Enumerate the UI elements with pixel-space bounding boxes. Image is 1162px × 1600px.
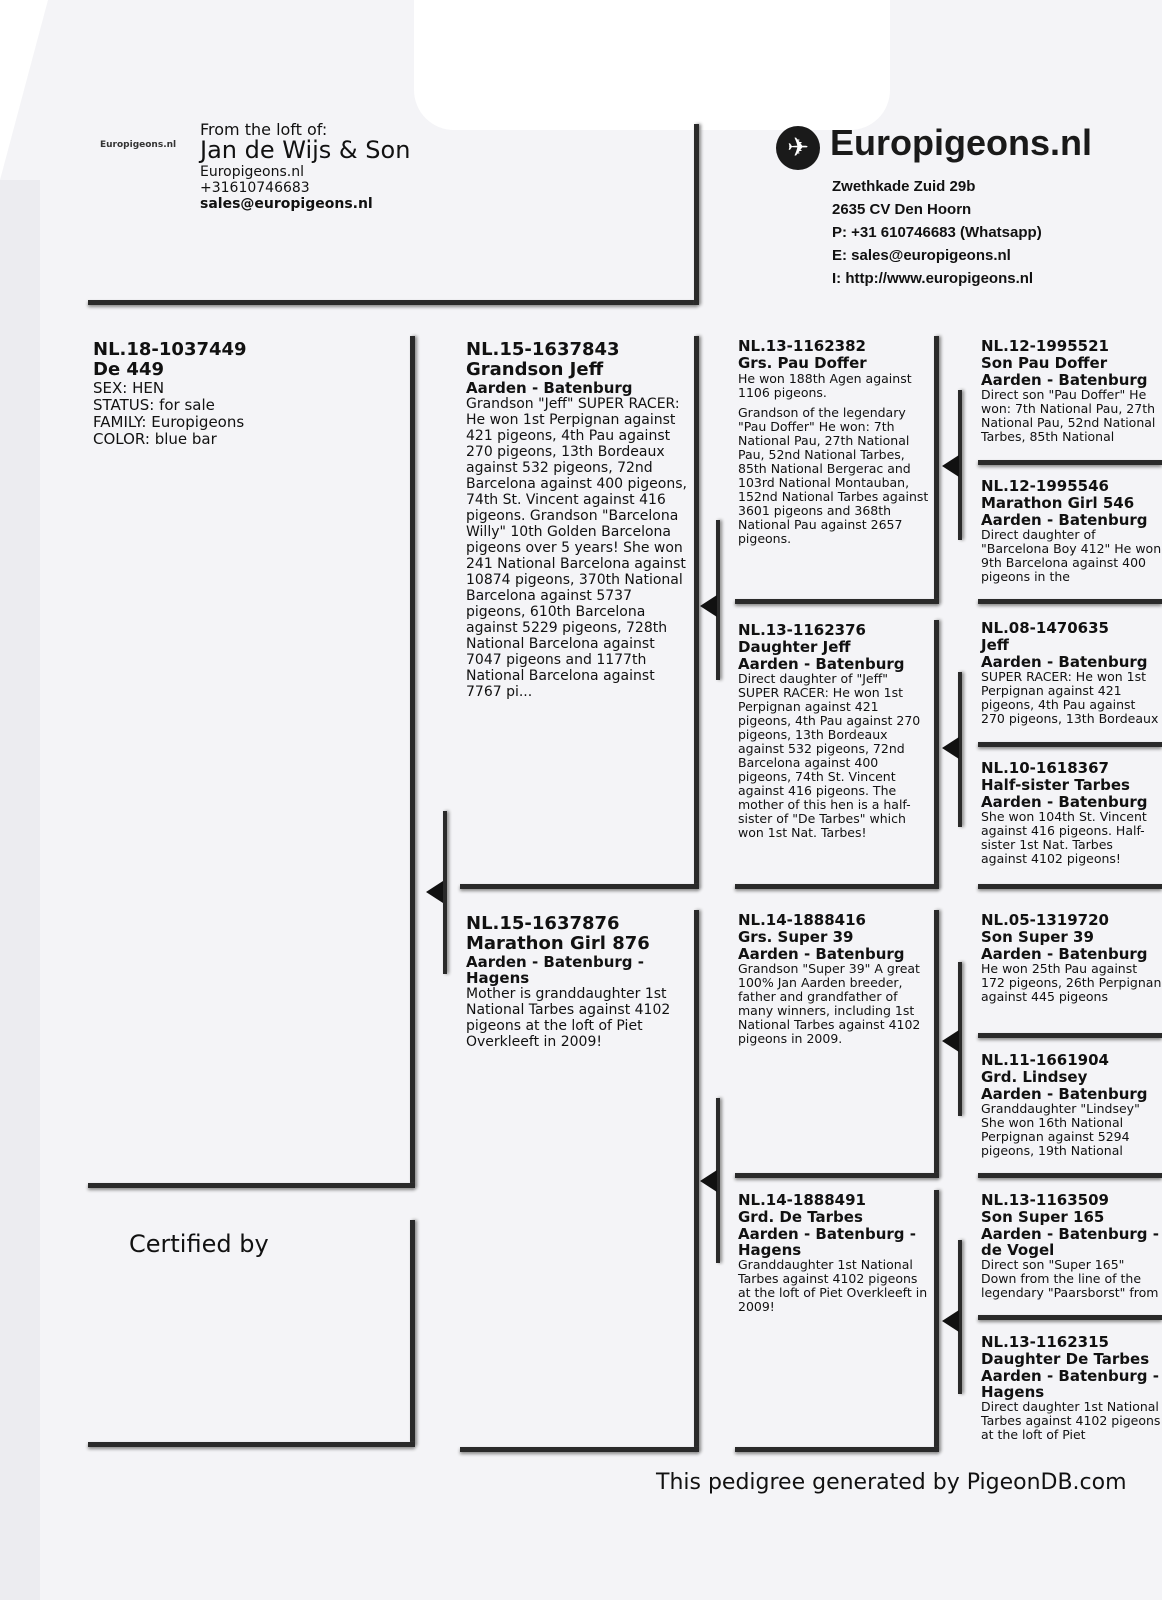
address-line-1: Zwethkade Zuid 29b: [832, 178, 976, 195]
pedigree-name: Grandson Jeff: [466, 359, 604, 380]
parent-box-bottom: [460, 1447, 699, 1452]
connector-arrow: [942, 737, 959, 759]
subject-ring: NL.18-1037449: [93, 339, 247, 360]
great-grandparent-card: [981, 1052, 1162, 1158]
pedigree-breeder: Aarden - Batenburg - Hagens: [981, 1367, 1159, 1401]
pedigree-description: Direct son "Super 165" Down from the line of the legendary "Paarsborst" from: [981, 1257, 1159, 1300]
parent-box-side: [694, 910, 699, 1452]
pedigree-breeder: Aarden - Batenburg: [738, 655, 905, 673]
pedigree-description: He won 188th Agen against 1106 pigeons.: [738, 371, 912, 400]
parent-card-dam: [466, 914, 688, 1050]
pedigree-ring: NL.15-1637843: [466, 339, 620, 360]
great-grandparent-card: [981, 1192, 1162, 1300]
great-grandparent-card: [981, 620, 1162, 726]
pedigree-ring: NL.12-1995521: [981, 337, 1109, 355]
pedigree-ring: NL.12-1995546: [981, 477, 1109, 495]
loft-phone: +31610746683: [200, 180, 310, 196]
pedigree-ring: NL.13-1162315: [981, 1333, 1109, 1351]
parent-box-bottom: [460, 884, 699, 889]
pedigree-name: Half-sister Tarbes: [981, 776, 1130, 794]
small-logo: Europigeons.nl: [100, 140, 177, 150]
connector-arrow: [942, 1030, 959, 1052]
pedigree-breeder: Aarden - Batenburg: [981, 1085, 1148, 1103]
certified-label: Certified by: [129, 1230, 269, 1258]
pedigree-description: Mother is granddaughter 1st National Tarbes against 4102 pigeons at the loft of Piet Overkleeft in 2009!: [466, 986, 671, 1050]
pedigree-name: Jeff: [981, 636, 1009, 654]
great-grandparent-card: [981, 912, 1162, 1004]
subject-status: STATUS: for sale: [93, 396, 215, 414]
great-grandparent-card: [981, 760, 1162, 866]
pedigree-description: SUPER RACER: He won 1st Perpignan against 421 pigeons, 4th Pau against 270 pigeons, 13th Bordeaux: [981, 669, 1159, 726]
pedigree-name: Marathon Girl 546: [981, 494, 1135, 512]
connector-arrow: [700, 595, 717, 617]
subject-sex: SEX: HEN: [93, 379, 165, 397]
pedigree-description: He won 25th Pau against 172 pigeons, 26th Perpignan against 445 pigeons: [981, 961, 1162, 1004]
pedigree-name: Grd. Lindsey: [981, 1068, 1088, 1086]
subject-color: COLOR: blue bar: [93, 430, 217, 448]
great-grandparent-card: [981, 478, 1162, 584]
pedigree-ring: NL.11-1661904: [981, 1051, 1109, 1069]
pedigree-name: Grs. Super 39: [738, 928, 854, 946]
great-grandparent-box-bottom: [978, 599, 1162, 604]
pedigree-ring: NL.13-1162376: [738, 621, 866, 639]
paper-edge: [0, 180, 40, 1600]
pedigree-ring: NL.15-1637876: [466, 913, 620, 934]
grandparent-card: [738, 622, 930, 840]
header-box-side: [694, 124, 699, 305]
header-box-bottom: [88, 300, 698, 305]
address-line-2: 2635 CV Den Hoorn: [832, 201, 972, 218]
certified-box-side: [410, 1220, 415, 1446]
grandparent-box-bottom: [735, 1173, 939, 1178]
grandparent-card: [738, 1192, 930, 1314]
pedigree-breeder: Aarden - Batenburg: [466, 379, 633, 397]
connector-arrow: [942, 455, 959, 477]
subject-card: [93, 340, 393, 448]
pedigree-breeder: Aarden - Batenburg - de Vogel: [981, 1225, 1159, 1259]
pedigree-ring: NL.14-1888416: [738, 911, 866, 929]
paper-fold: [0, 0, 48, 180]
pedigree-description-extra: Grandson of the legendary "Pau Doffer" He won: 7th National Pau, 27th National Pau, 52nd National Tarbes, 85th National Bergerac and 103rd National Montauban, 152nd National Tarbes against 3601 pigeons and 368th National Pau against 2657 pigeons.: [738, 405, 929, 546]
pedigree-description: Granddaughter "Lindsey" She won 16th National Perpignan against 5294 pigeons, 19th National: [981, 1101, 1140, 1158]
pedigree-name: Grs. Pau Doffer: [738, 354, 867, 372]
contact-email: E: sales@europigeons.nl: [832, 247, 1011, 264]
pedigree-description: Direct daughter 1st National Tarbes against 4102 pigeons at the loft of Piet: [981, 1399, 1161, 1442]
connector-line: [443, 811, 447, 974]
pedigree-description: Direct daughter of "Barcelona Boy 412" He won 9th Barcelona against 400 pigeons in the: [981, 527, 1162, 584]
from-label: From the loft of:: [200, 120, 328, 139]
brand-logo-icon: ✈: [776, 126, 820, 170]
pedigree-breeder: Aarden - Batenburg - Hagens: [466, 953, 644, 987]
pedigree-description: Direct son "Pau Doffer" He won: 7th National Pau, 27th National Pau, 52nd National Tarbes, 85th National: [981, 387, 1156, 444]
great-grandparent-card: [981, 338, 1162, 444]
parent-card-sire: [466, 340, 688, 700]
great-grandparent-box-bottom: [978, 1173, 1162, 1178]
subject-family: FAMILY: Europigeons: [93, 413, 245, 431]
redacted-area: [414, 0, 890, 130]
great-grandparent-box-bottom: [978, 1033, 1162, 1038]
pedigree-breeder: Aarden - Batenburg: [981, 793, 1148, 811]
pedigree-name: Son Super 165: [981, 1208, 1105, 1226]
contact-web: I: http://www.europigeons.nl: [832, 270, 1034, 287]
loft-name: Jan de Wijs & Son: [200, 136, 411, 164]
pedigree-ring: NL.13-1163509: [981, 1191, 1109, 1209]
pedigree-name: Son Pau Doffer: [981, 354, 1108, 372]
great-grandparent-card: [981, 1334, 1162, 1442]
grandparent-box-side: [934, 620, 939, 889]
pedigree-breeder: Aarden - Batenburg: [981, 511, 1148, 529]
loft-email: sales@europigeons.nl: [200, 196, 373, 212]
grandparent-box-side: [934, 910, 939, 1178]
connector-arrow: [426, 881, 443, 903]
pedigree-breeder: Aarden - Batenburg: [738, 945, 905, 963]
pedigree-description: Granddaughter 1st National Tarbes against 4102 pigeons at the loft of Piet Overkleeft in 2009!: [738, 1257, 928, 1314]
pedigree-name: Daughter Jeff: [738, 638, 851, 656]
pedigree-description: Direct daughter of "Jeff" SUPER RACER: He won 1st Perpignan against 421 pigeons, 4th Pau against 270 pigeons, 13th Bordeaux against 532 pigeons, 72nd Barcelona against 400 pigeons, 74th St. Vincent against 416 pigeons. The mother of this hen is a half-sister of "De Tarbes" which won 1st Nat. Tarbes!: [738, 671, 921, 840]
grandparent-box-bottom: [735, 884, 939, 889]
pedigree-ring: NL.13-1162382: [738, 337, 866, 355]
certified-box-bottom: [88, 1442, 415, 1447]
grandparent-card: [738, 338, 930, 546]
connector-arrow: [942, 1310, 959, 1332]
grandparent-box-side: [934, 336, 939, 604]
pedigree-description: Grandson "Jeff" SUPER RACER: He won 1st Perpignan against 421 pigeons, 4th Pau against 270 pigeons, 13th Bordeaux against 532 pigeons, 72nd Barcelona against 400 pigeons, 74th St. Vincent against 416 pigeons. Grandson "Barcelona Willy" 10th Golden Barcelona pigeons over 5 years! She won 241 National Barcelona against 10874 pigeons, 370th National Barcelona against 5737 pigeons, 610th Barcelona against 5229 pigeons, 728th National Barcelona against 7047 pigeons and 1177th National Barcelona against 7767 pi...: [466, 396, 687, 700]
pedigree-breeder: Aarden - Batenburg: [981, 653, 1148, 671]
contact-phone: P: +31 610746683 (Whatsapp): [832, 224, 1042, 241]
pedigree-ring: NL.14-1888491: [738, 1191, 866, 1209]
loft-website: Europigeons.nl: [200, 164, 304, 180]
footer-credit: This pedigree generated by PigeonDB.com: [656, 1470, 1127, 1495]
connector-arrow: [700, 1170, 717, 1192]
parent-box-side: [694, 336, 699, 889]
grandparent-box-bottom: [735, 1447, 939, 1452]
pedigree-breeder: Aarden - Batenburg - Hagens: [738, 1225, 916, 1259]
pedigree-name: Grd. De Tarbes: [738, 1208, 863, 1226]
pedigree-ring: NL.10-1618367: [981, 759, 1109, 777]
pedigree-description: She won 104th St. Vincent against 416 pigeons. Half-sister 1st Nat. Tarbes against 4102 pigeons!: [981, 809, 1147, 866]
pedigree-breeder: Aarden - Batenburg: [981, 945, 1148, 963]
pedigree-name: Daughter De Tarbes: [981, 1350, 1150, 1368]
pedigree-ring: NL.05-1319720: [981, 911, 1109, 929]
pedigree-name: Marathon Girl 876: [466, 933, 650, 954]
great-grandparent-box-bottom: [978, 460, 1162, 465]
grandparent-card: [738, 912, 930, 1046]
grandparent-box-bottom: [735, 599, 939, 604]
pedigree-name: Son Super 39: [981, 928, 1094, 946]
pedigree-breeder: Aarden - Batenburg: [981, 371, 1148, 389]
great-grandparent-box-bottom: [978, 884, 1162, 889]
grandparent-box-side: [934, 1190, 939, 1452]
subject-name: De 449: [93, 359, 164, 380]
brand-name: Europigeons.nl: [830, 122, 1093, 163]
pedigree-description: Grandson "Super 39" A great 100% Jan Aarden breeder, father and grandfather of many winners, including 1st National Tarbes against 4102 pigeons in 2009.: [738, 961, 921, 1046]
great-grandparent-box-bottom: [978, 1315, 1162, 1320]
subject-box-side: [410, 336, 415, 1188]
pedigree-ring: NL.08-1470635: [981, 619, 1109, 637]
subject-box-bottom: [88, 1183, 415, 1188]
great-grandparent-box-bottom: [978, 742, 1162, 747]
